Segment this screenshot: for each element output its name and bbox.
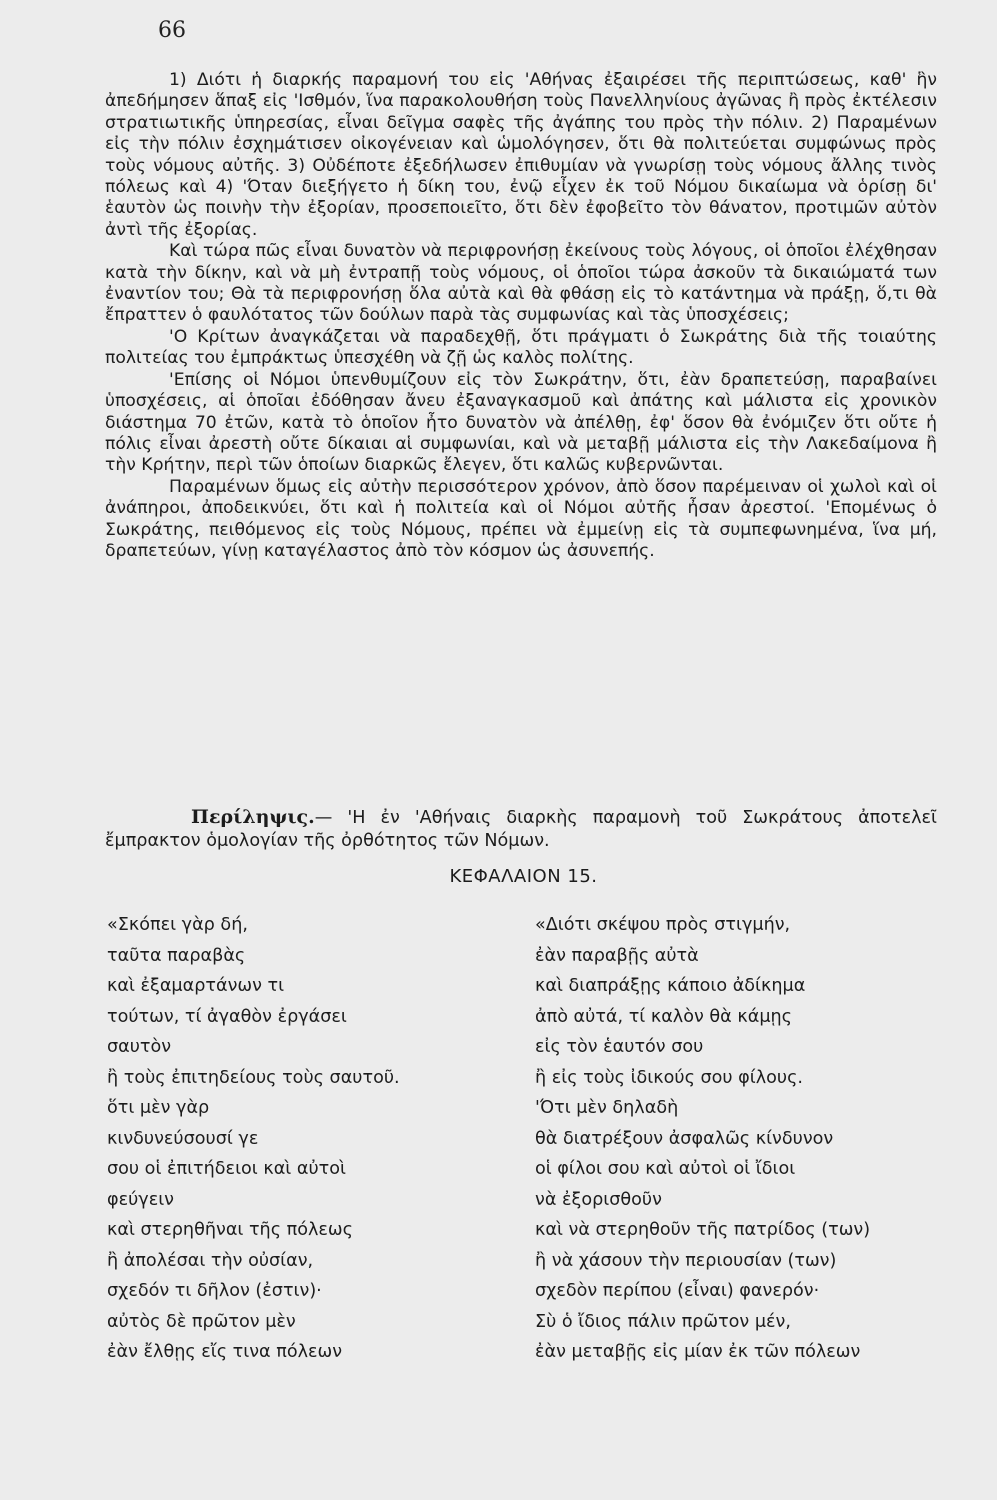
paragraph: 'Επίσης οἱ Νόμοι ὑπενθυμίζουν εἰς τὸν Σωκράτην, ὅτι, ἐὰν δραπετεύσῃ, παραβαίνει ὑποσχέσεις, αἱ ὁποῖαι ἐδόθησαν ἄνευ ἐξαναγκασμοῦ καὶ ἀπάτης καὶ μάλιστα εἰς χρονικὸν διάστημα 70 ἐτῶν, κατὰ τὸ ὁποῖον ἦτο δυνατὸν νὰ ἀπέλθῃ, ἐφ' ὅσον θὰ ἐνόμιζεν ὅτι οὔτε ἡ πόλις εἶναι ἀρεστὴ οὔτε δίκαιαι αἱ συμφωνίαι, καὶ νὰ μεταβῇ μάλιστα εἰς τὴν Λακεδαίμονα ἢ τὴν Κρήτην, περὶ τῶν ὁποίων διαρκῶς ἔλεγεν, ὅτι καλῶς κυβερνῶνται.: [105, 369, 937, 476]
parallel-row: [107, 1032, 937, 1063]
parallel-row: [107, 910, 937, 941]
parallel-row: [107, 1063, 937, 1094]
paragraph: 'Ο Κρίτων ἀναγκάζεται νὰ παραδεχθῇ, ὅτι πράγματι ὁ Σωκράτης διὰ τῆς τοιαύτης πολιτείας του ἐμπράκτως ὑπεσχέθη νὰ ζῇ ὡς καλὸς πολίτης.: [105, 326, 937, 369]
greek-line: καὶ ἐξαμαρτάνων τι: [107, 976, 285, 997]
paragraph: Καὶ τώρα πῶς εἶναι δυνατὸν νὰ περιφρονήσῃ ἐκείνους τοὺς λόγους, οἱ ὁποῖοι ἐλέχθησαν κατὰ τὴν δίκην, καὶ νὰ μὴ ἐντραπῇ τοὺς νόμους, οἱ ὁποῖοι τώρα ἀσκοῦν τὰ δικαιώματά των ἐναντίον του; Θὰ τὰ περιφρονήσῃ ὅλα αὐτὰ καὶ θὰ φθάσῃ εἰς τὸ κατάντημα νὰ πράξῃ, ὅ,τι θὰ ἔπραττεν ὁ φαυλότατος τῶν δούλων παρὰ τὰς συμφωνίας καὶ τὰς ὑποσχέσεις;: [105, 241, 937, 326]
page-number: 66: [158, 18, 186, 43]
parallel-row: [107, 1215, 937, 1246]
greek-line: ὅτι μὲν γὰρ: [107, 1098, 210, 1119]
greek-line: τούτων, τί ἀγαθὸν ἐργάσει: [107, 1006, 347, 1027]
parallel-row: [107, 1185, 937, 1216]
parallel-row: [107, 1307, 937, 1338]
greek-line: ἐὰν ἔλθῃς εἴς τινα πόλεων: [107, 1342, 343, 1363]
parallel-row: [107, 1246, 937, 1277]
chapter-heading: ΚΕΦΑΛΑΙΟΝ 15.: [449, 866, 598, 887]
translation-line: ἢ νὰ χάσουν τὴν περιουσίαν (των): [535, 1250, 837, 1271]
parallel-row: [107, 971, 937, 1002]
translation-line: ἀπὸ αὐτά, τί καλὸν θὰ κάμῃς: [535, 1006, 792, 1027]
parallel-row: [107, 1276, 937, 1307]
paragraph: Παραμένων ὅμως εἰς αὐτὴν περισσότερον χρόνον, ἀπὸ ὅσον παρέμειναν οἱ χωλοὶ καὶ οἱ ἀνάπηροι, ἀποδεικνύει, ὅτι καὶ ἡ πολιτεία καὶ οἱ Νόμοι αὐτῆς ἦσαν ἀρεστοί. 'Επομένως ὁ Σωκράτης, πειθόμενος εἰς τοὺς Νόμους, πρέπει νὰ ἐμμείνῃ εἰς τὰ συμπεφωνημένα, ἵνα μή, δραπετεύων, γίνῃ καταγέλαστος ἀπὸ τὸν κόσμον ὡς ἀσυνεπής.: [105, 476, 937, 561]
translation-line: εἰς τὸν ἑαυτόν σου: [535, 1037, 704, 1058]
translation-line: 'Ότι μὲν δηλαδὴ: [535, 1098, 679, 1119]
greek-line: κινδυνεύσουσί γε: [107, 1128, 259, 1149]
translation-line: καὶ νὰ στερηθοῦν τῆς πατρίδος (των): [535, 1220, 871, 1241]
greek-line: σου οἱ ἐπιτήδειοι καὶ αὐτοὶ: [107, 1159, 346, 1180]
parallel-row: [107, 1337, 937, 1368]
summary: [105, 806, 937, 853]
parallel-row: [107, 1154, 937, 1185]
parallel-text: [107, 910, 937, 1368]
summary-dash: —: [314, 808, 333, 828]
paragraph: 1) Διότι ἡ διαρκής παραμονή του εἰς 'Αθήνας ἐξαιρέσει τῆς περιπτώσεως, καθ' ἣν ἀπεδήμησεν ἅπαξ εἰς 'Ισθμόν, ἵνα παρακολουθήση τοὺς Πανελληνίους ἀγῶνας ἢ πρὸς ἐκτέλεσιν στρατιωτικῆς ὑπηρεσίας, εἶναι δεῖγμα σαφὲς τῆς ἀγάπης του πρὸς τὴν πόλιν. 2) Παραμένων εἰς τὴν πόλιν ἐσχημάτισεν οἰκογένειαν καὶ ὡμολόγησεν, ὅτι θὰ πολιτεύεται συμφώνως πρὸς τοὺς νόμους αὐτῆς. 3) Οὐδέποτε ἐξεδήλωσεν ἐπιθυμίαν νὰ γνωρίσῃ τοὺς νόμους ἄλλης τινὸς πόλεως καὶ 4) 'Όταν διεξήγετο ἡ δίκη του, ἐνῷ εἶχεν ἐκ τοῦ Νόμου δικαίωμα νὰ ὁρίσῃ δι' ἑαυτὸν ὡς ποινὴν τὴν ἐξορίαν, προσεποιεῖτο, ὅτι δὲν ἐφοβεῖτο τὸν θάνατον, προτιμῶν αὐτὸν ἀντὶ τῆς ἐξορίας.: [105, 70, 937, 240]
greek-line: αὐτὸς δὲ πρῶτον μὲν: [107, 1311, 296, 1332]
translation-line: θὰ διατρέξουν ἀσφαλῶς κίνδυνον: [535, 1128, 834, 1149]
summary-label: Περίληψις.: [191, 806, 315, 828]
translation-line: καὶ διαπράξῃς κάποιο ἀδίκημα: [535, 976, 806, 997]
summary-text: 'Η ἐν 'Αθήναις διαρκὴς παραμονὴ τοῦ Σωκράτους ἀποτελεῖ ἔμπρακτον ὁμολογίαν τῆς ὀρθότητος τῶν Νόμων.: [105, 808, 937, 851]
greek-line: καὶ στερηθῆναι τῆς πόλεως: [107, 1220, 353, 1241]
greek-line: σαυτὸν: [107, 1037, 172, 1058]
parallel-row: [107, 1124, 937, 1155]
greek-line: «Σκόπει γὰρ δή,: [107, 915, 248, 936]
greek-line: ἢ τοὺς ἐπιτηδείους τοὺς σαυτοῦ.: [107, 1067, 400, 1088]
translation-line: ἢ εἰς τοὺς ἰδικούς σου φίλους.: [535, 1067, 804, 1088]
translation-line: ἐὰν παραβῇς αὐτὰ: [535, 945, 699, 966]
translation-line: «Διότι σκέψου πρὸς στιγμήν,: [535, 915, 791, 936]
translation-line: οἱ φίλοι σου καὶ αὐτοὶ οἱ ἴδιοι: [535, 1159, 796, 1180]
parallel-row: [107, 1002, 937, 1033]
translation-line: νὰ ἐξορισθοῦν: [535, 1189, 662, 1210]
greek-line: σχεδόν τι δῆλον (ἐστιν)·: [107, 1281, 322, 1302]
translation-line: Σὺ ὁ ἴδιος πάλιν πρῶτον μέν,: [535, 1311, 791, 1332]
greek-line: φεύγειν: [107, 1189, 174, 1210]
greek-line: ταῦτα παραβὰς: [107, 945, 246, 966]
greek-line: ἢ ἀπολέσαι τὴν οὐσίαν,: [107, 1250, 314, 1271]
commentary-text: [105, 70, 937, 562]
translation-line: σχεδὸν περίπου (εἶναι) φανερόν·: [535, 1281, 820, 1302]
translation-line: ἐὰν μεταβῇς εἰς μίαν ἐκ τῶν πόλεων: [535, 1342, 861, 1363]
parallel-row: [107, 1093, 937, 1124]
parallel-row: [107, 941, 937, 972]
